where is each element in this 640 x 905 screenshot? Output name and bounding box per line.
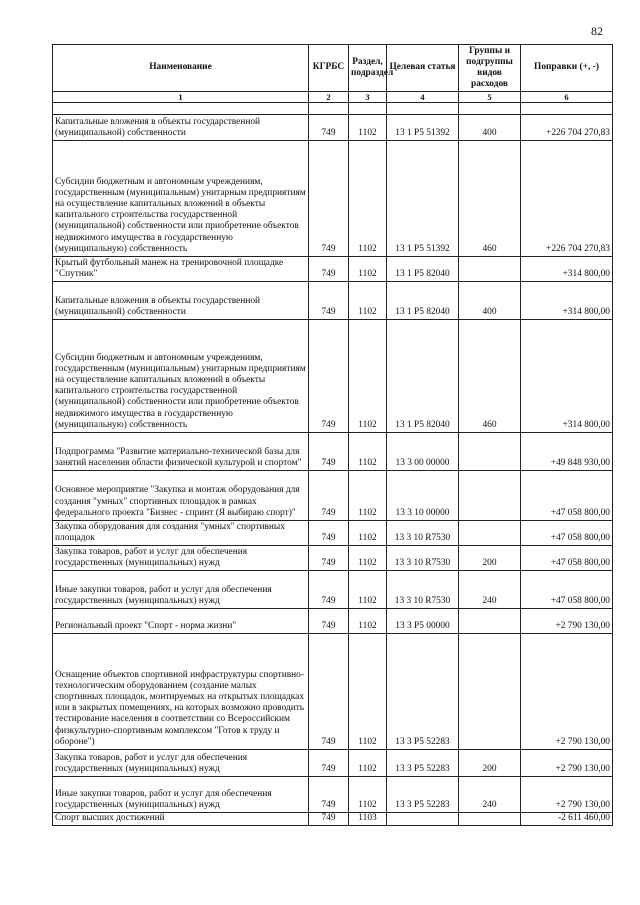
row-target: 13 1 P5 51392 <box>387 115 459 141</box>
row-name: Закупка товаров, работ и услуг для обеспечения государственных (муниципальных) нужд <box>53 750 309 777</box>
table-row <box>53 546 613 571</box>
col-number: 5 <box>459 92 521 103</box>
table-header-row <box>53 45 613 92</box>
row-target: 13 1 P5 82040 <box>387 282 459 320</box>
row-vr: 200 <box>459 546 521 571</box>
row-vr: 240 <box>459 777 521 813</box>
row-target <box>387 813 459 826</box>
row-amount: +226 704 270,83 <box>521 115 613 141</box>
row-section: 1102 <box>349 282 387 320</box>
row-kgrbs: 749 <box>309 777 349 813</box>
row-name: Основное мероприятие "Закупка и монтаж оборудования для создания "умных" спортивных площадок в рамках федерального проекта "Бизнес - спринт (Я выбираю спорт)" <box>53 471 309 521</box>
row-name: Оснащение объектов спортивной инфраструктуры спортивно-технологическим оборудованием (создание малых спортивных площадок, монтируемых на открытых площадках или в закрытых помещениях, на которых возможно проводить тестирование населения в соответствии со Всероссийским физкультурно-спортивным комплексом "Готов к труду и обороне") <box>53 634 309 750</box>
row-section: 1102 <box>349 571 387 609</box>
header-groups: Группы и подгруппы видов расходов <box>459 45 521 92</box>
col-number: 3 <box>349 92 387 103</box>
table-row <box>53 471 613 521</box>
row-vr <box>459 257 521 282</box>
row-vr <box>459 521 521 546</box>
header-name: Наименование <box>53 45 309 92</box>
row-section: 1102 <box>349 141 387 257</box>
row-section: 1102 <box>349 634 387 750</box>
table-row <box>53 777 613 813</box>
table-row <box>53 609 613 634</box>
row-name: Иные закупки товаров, работ и услуг для обеспечения государственных (муниципальных) нужд <box>53 571 309 609</box>
row-kgrbs: 749 <box>309 471 349 521</box>
row-kgrbs: 749 <box>309 320 349 433</box>
row-vr: 460 <box>459 320 521 433</box>
table-row <box>53 521 613 546</box>
row-target: 13 1 P5 51392 <box>387 141 459 257</box>
row-vr <box>459 634 521 750</box>
row-section: 1102 <box>349 546 387 571</box>
row-kgrbs: 749 <box>309 433 349 471</box>
row-name: Субсидии бюджетным и автономным учреждениям, государственным (муниципальным) унитарным предприятиям на осуществление капитальных вложений в объекты капитального строительства государственной (муниципальной) собственности или приобретение объектов недвижимого имущества в государственную (муниципальную) собственность <box>53 141 309 257</box>
row-name: Крытый футбольный манеж на тренировочной площадке "Спутник" <box>53 257 309 282</box>
col-number: 6 <box>521 92 613 103</box>
table-row <box>53 634 613 750</box>
row-target: 13 3 10 R7530 <box>387 571 459 609</box>
table-row <box>53 141 613 257</box>
row-target: 13 3 10 R7530 <box>387 521 459 546</box>
row-name: Спорт высших достижений <box>53 813 309 826</box>
row-amount: +47 058 800,00 <box>521 546 613 571</box>
row-vr: 200 <box>459 750 521 777</box>
col-number: 4 <box>387 92 459 103</box>
row-kgrbs: 749 <box>309 282 349 320</box>
row-vr: 400 <box>459 115 521 141</box>
row-target: 13 3 10 R7530 <box>387 546 459 571</box>
row-target: 13 3 P5 00000 <box>387 609 459 634</box>
table-row <box>53 813 613 826</box>
row-amount: +47 058 800,00 <box>521 471 613 521</box>
row-kgrbs: 749 <box>309 257 349 282</box>
row-name: Иные закупки товаров, работ и услуг для обеспечения государственных (муниципальных) нужд <box>53 777 309 813</box>
page-number: 82 <box>591 24 603 38</box>
row-vr <box>459 433 521 471</box>
row-amount: +2 790 130,00 <box>521 634 613 750</box>
row-section: 1102 <box>349 115 387 141</box>
row-amount: +2 790 130,00 <box>521 609 613 634</box>
row-target: 13 1 P5 82040 <box>387 320 459 433</box>
row-section: 1102 <box>349 320 387 433</box>
row-name: Капитальные вложения в объекты государственной (муниципальной) собственности <box>53 115 309 141</box>
row-target: 13 3 P5 52283 <box>387 777 459 813</box>
row-section: 1102 <box>349 257 387 282</box>
column-number-row <box>53 92 613 103</box>
row-vr <box>459 609 521 634</box>
table-row <box>53 433 613 471</box>
row-target: 13 3 P5 52283 <box>387 750 459 777</box>
row-amount: +47 058 800,00 <box>521 521 613 546</box>
row-name: Капитальные вложения в объекты государственной (муниципальной) собственности <box>53 282 309 320</box>
row-vr: 400 <box>459 282 521 320</box>
table-row <box>53 571 613 609</box>
header-target: Целевая статья <box>387 45 459 92</box>
row-amount: +49 848 930,00 <box>521 433 613 471</box>
row-amount: +314 800,00 <box>521 320 613 433</box>
row-kgrbs: 749 <box>309 546 349 571</box>
row-kgrbs: 749 <box>309 813 349 826</box>
row-vr <box>459 813 521 826</box>
row-name: Подпрограмма "Развитие материально-технической базы для занятий населения области физической культурой и спортом" <box>53 433 309 471</box>
table-row <box>53 282 613 320</box>
row-section: 1102 <box>349 609 387 634</box>
header-section: Раздел, подраздел <box>349 45 387 92</box>
row-name: Закупка товаров, работ и услуг для обеспечения государственных (муниципальных) нужд <box>53 546 309 571</box>
row-target: 13 3 10 00000 <box>387 471 459 521</box>
header-amendments: Поправки (+, -) <box>521 45 613 92</box>
row-amount: +2 790 130,00 <box>521 750 613 777</box>
spacer-row <box>53 103 613 115</box>
row-kgrbs: 749 <box>309 115 349 141</box>
row-amount: -2 611 460,00 <box>521 813 613 826</box>
budget-amendments-table <box>52 44 613 826</box>
row-section: 1102 <box>349 471 387 521</box>
row-amount: +2 790 130,00 <box>521 777 613 813</box>
table-row <box>53 115 613 141</box>
row-amount: +314 800,00 <box>521 282 613 320</box>
row-vr <box>459 471 521 521</box>
row-section: 1102 <box>349 777 387 813</box>
row-amount: +226 704 270,83 <box>521 141 613 257</box>
col-number: 2 <box>309 92 349 103</box>
row-section: 1102 <box>349 433 387 471</box>
row-vr: 460 <box>459 141 521 257</box>
table-row <box>53 750 613 777</box>
row-amount: +314 800,00 <box>521 257 613 282</box>
header-kgrbs: КГРБС <box>309 45 349 92</box>
row-kgrbs: 749 <box>309 634 349 750</box>
row-kgrbs: 749 <box>309 521 349 546</box>
row-amount: +47 058 800,00 <box>521 571 613 609</box>
row-section: 1102 <box>349 521 387 546</box>
table-row <box>53 320 613 433</box>
row-section: 1103 <box>349 813 387 826</box>
row-vr: 240 <box>459 571 521 609</box>
row-section: 1102 <box>349 750 387 777</box>
row-name: Закупка оборудования для создания "умных" спортивных площадок <box>53 521 309 546</box>
row-kgrbs: 749 <box>309 571 349 609</box>
row-kgrbs: 749 <box>309 750 349 777</box>
row-name: Субсидии бюджетным и автономным учреждениям, государственным (муниципальным) унитарным предприятиям на осуществление капитальных вложений в объекты капитального строительства государственной (муниципальной) собственности или приобретение объектов недвижимого имущества в государственную (муниципальную) собственность <box>53 320 309 433</box>
row-target: 13 1 P5 82040 <box>387 257 459 282</box>
table-row <box>53 257 613 282</box>
row-name: Региональный проект "Спорт - норма жизни" <box>53 609 309 634</box>
row-target: 13 3 P5 52283 <box>387 634 459 750</box>
col-number: 1 <box>53 92 309 103</box>
row-kgrbs: 749 <box>309 141 349 257</box>
row-target: 13 3 00 00000 <box>387 433 459 471</box>
row-kgrbs: 749 <box>309 609 349 634</box>
